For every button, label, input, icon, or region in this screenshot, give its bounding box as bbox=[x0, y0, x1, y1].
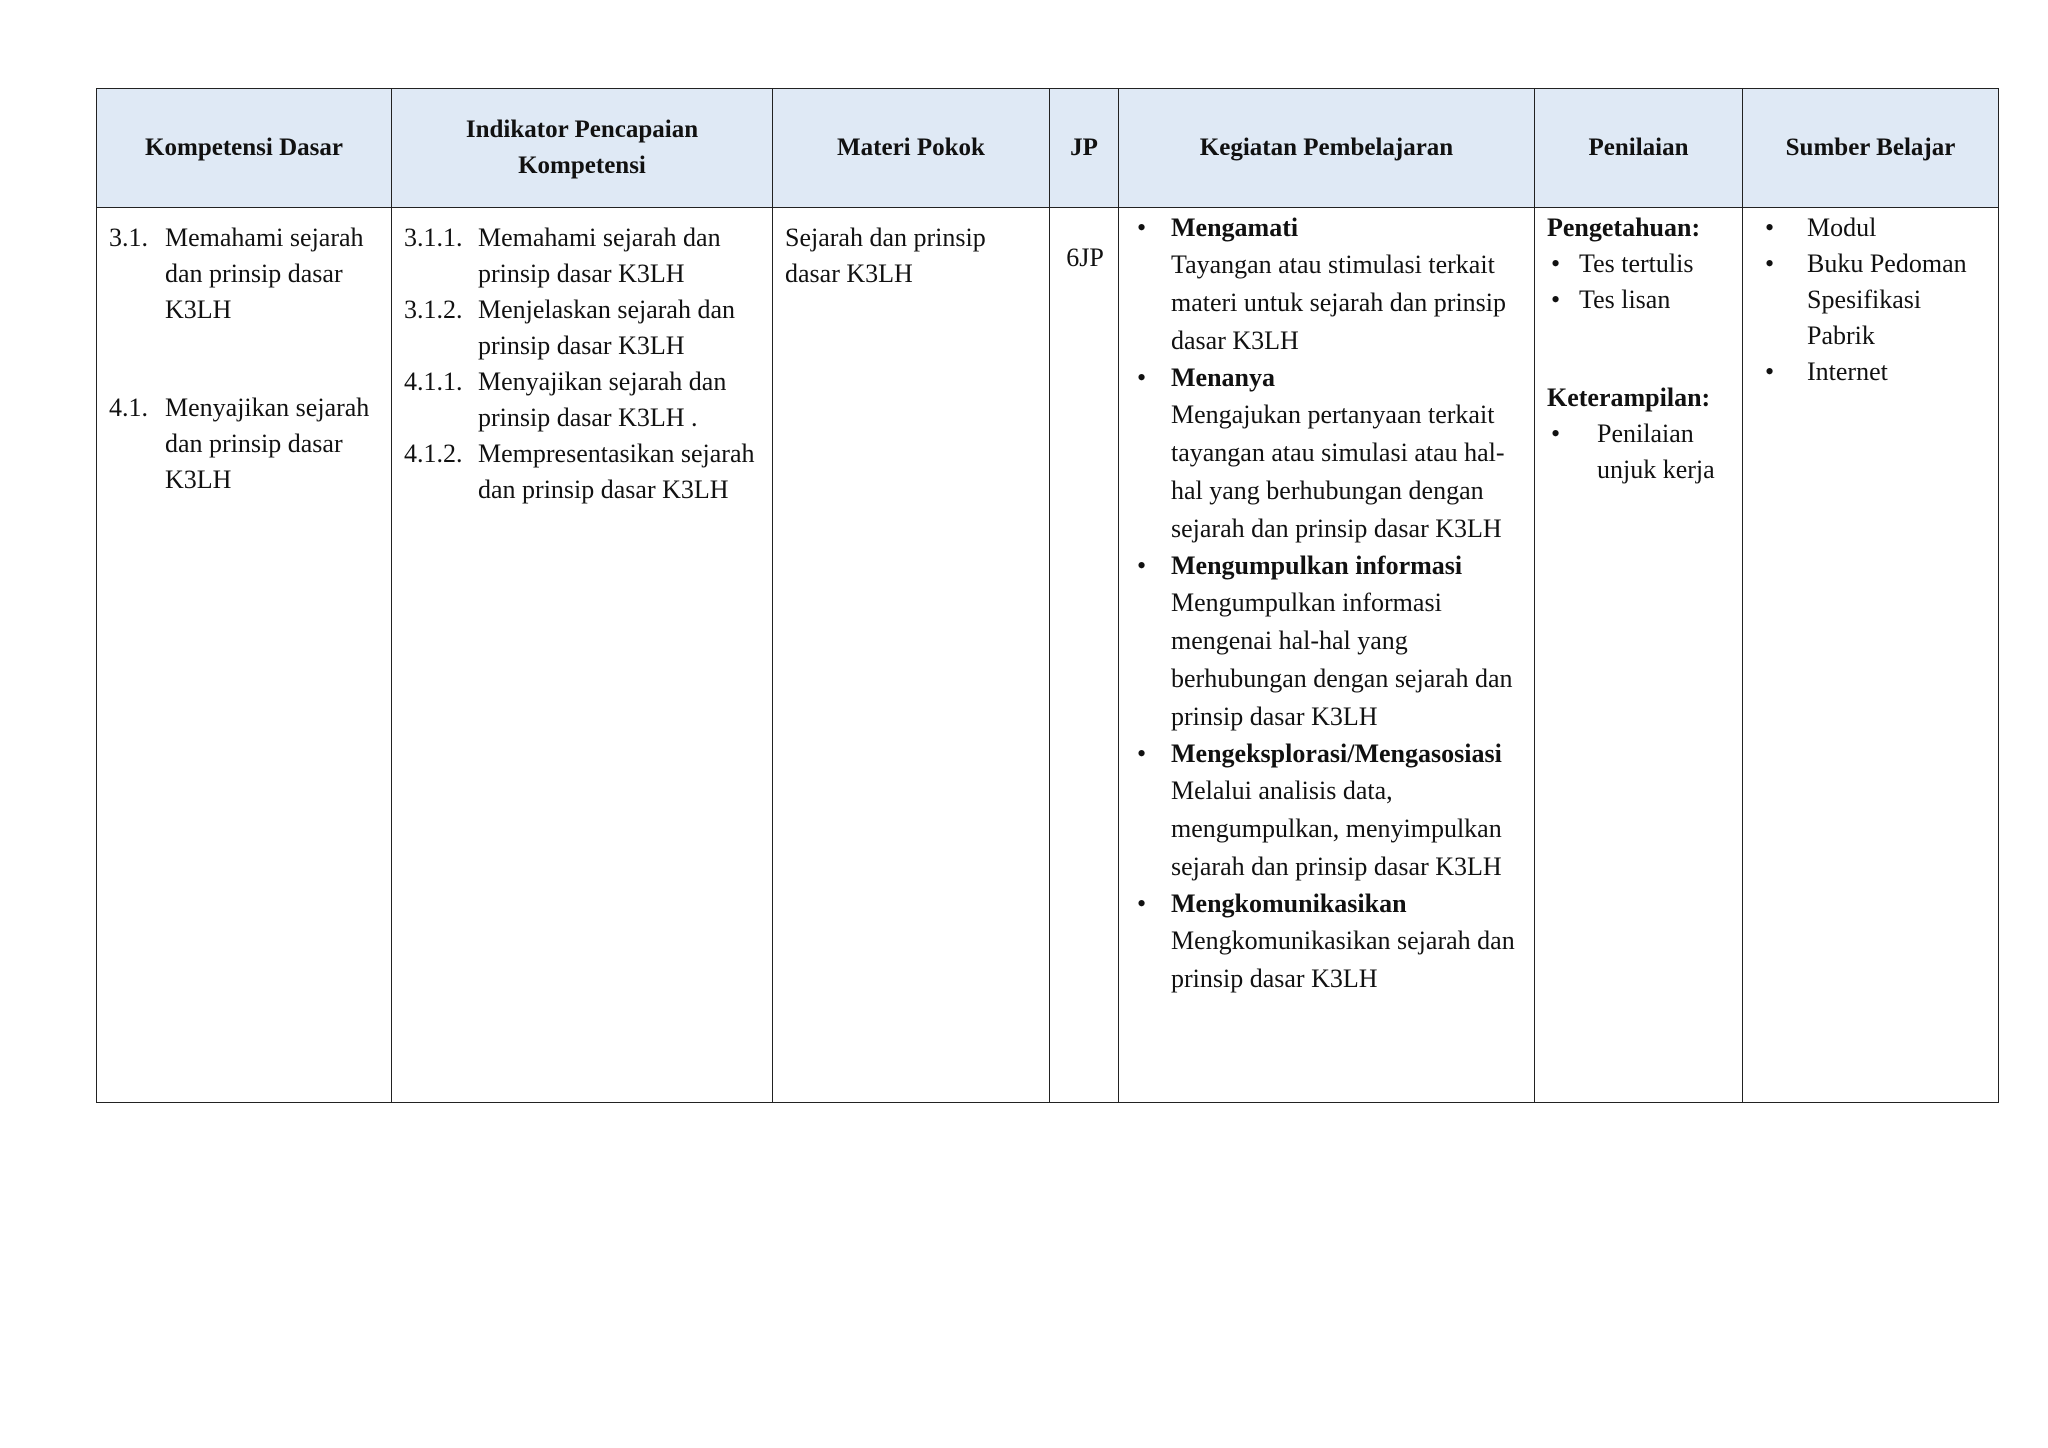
syllabus-table bbox=[96, 88, 1999, 1103]
activity-title: • Menanya bbox=[1171, 363, 1275, 392]
item-number: 4.1.2. bbox=[404, 439, 463, 468]
item-text: Memahami sejarah dan prinsip dasar K3LH bbox=[165, 223, 364, 324]
activity-title: • Mengkomunikasikan bbox=[1171, 889, 1407, 918]
item-number: 4.1.1. bbox=[404, 367, 463, 396]
item-text: Mempresentasikan sejarah dan prinsip dasar K3LH bbox=[478, 439, 755, 504]
header-jp: JP bbox=[1050, 89, 1119, 208]
item-number: 3.1. bbox=[109, 223, 148, 252]
item-text: Menyajikan sejarah dan prinsip dasar K3LH . bbox=[478, 367, 727, 432]
item-number: 3.1.2. bbox=[404, 295, 463, 324]
cell-kegiatan bbox=[1119, 208, 1535, 1103]
kegiatan-list bbox=[1131, 210, 1524, 998]
header-kegiatan: Kegiatan Pembelajaran bbox=[1119, 89, 1535, 208]
item-text: Menyajikan sejarah dan prinsip dasar K3LH bbox=[165, 393, 370, 494]
list-item: • Internet bbox=[1755, 354, 1988, 390]
list-item bbox=[404, 436, 762, 508]
sumber-list bbox=[1755, 210, 1988, 390]
header-indikator: Indikator Pencapaian Kompetensi bbox=[392, 89, 773, 208]
cell-jp bbox=[1050, 208, 1119, 1103]
cell-indikator bbox=[392, 208, 773, 1103]
indikator-list bbox=[404, 220, 762, 508]
list-item: • Penilaian unjuk kerja bbox=[1547, 416, 1732, 488]
activity-desc: Mengumpulkan informasi mengenai hal-hal yang berhubungan dengan sejarah dan prinsip dasar K3LH bbox=[1171, 588, 1513, 731]
item-text: Menjelaskan sejarah dan prinsip dasar K3LH bbox=[478, 295, 736, 360]
item-text: Memahami sejarah dan prinsip dasar K3LH bbox=[478, 223, 721, 288]
list-item: • Modul bbox=[1755, 210, 1988, 246]
list-item bbox=[109, 220, 381, 328]
cell-penilaian bbox=[1535, 208, 1743, 1103]
keterampilan-list bbox=[1547, 416, 1732, 488]
cell-materi-pokok bbox=[773, 208, 1050, 1103]
activity-desc: Mengkomunikasikan sejarah dan prinsip dasar K3LH bbox=[1171, 926, 1515, 993]
kompetensi-list bbox=[109, 220, 381, 498]
cell-kompetensi-dasar bbox=[97, 208, 392, 1103]
activity-desc: Tayangan atau stimulasi terkait materi untuk sejarah dan prinsip dasar K3LH bbox=[1171, 250, 1507, 355]
list-item bbox=[1131, 736, 1524, 886]
item-number: 3.1.1. bbox=[404, 223, 463, 252]
keterampilan-label: Keterampilan: bbox=[1547, 383, 1711, 412]
list-item: • Tes lisan bbox=[1547, 282, 1732, 318]
list-item bbox=[109, 390, 381, 498]
item-number: 4.1. bbox=[109, 393, 148, 422]
list-item bbox=[1131, 886, 1524, 998]
jp-value: 6JP bbox=[1066, 243, 1104, 272]
header-row bbox=[97, 89, 1999, 208]
pengetahuan-list bbox=[1547, 246, 1732, 318]
list-item bbox=[1131, 548, 1524, 736]
header-sumber-belajar: Sumber Belajar bbox=[1743, 89, 1999, 208]
header-kompetensi-dasar: Kompetensi Dasar bbox=[97, 89, 392, 208]
list-item bbox=[404, 364, 762, 436]
list-item bbox=[1131, 210, 1524, 360]
activity-title: • Mengeksplorasi/Mengasosiasi bbox=[1171, 739, 1502, 768]
activity-title: • Mengamati bbox=[1171, 213, 1299, 242]
list-item bbox=[1131, 360, 1524, 548]
materi-text: Sejarah dan prinsip dasar K3LH bbox=[785, 223, 986, 288]
cell-sumber-belajar bbox=[1743, 208, 1999, 1103]
header-materi-pokok: Materi Pokok bbox=[773, 89, 1050, 208]
activity-title: • Mengumpulkan informasi bbox=[1171, 551, 1463, 580]
pengetahuan-label: Pengetahuan: bbox=[1547, 213, 1701, 242]
list-item: • Tes tertulis bbox=[1547, 246, 1732, 282]
list-item bbox=[404, 220, 762, 292]
list-item bbox=[404, 292, 762, 364]
list-item: • Buku Pedoman Spesifikasi Pabrik bbox=[1755, 246, 1988, 354]
table-row bbox=[97, 208, 1999, 1103]
activity-desc: Melalui analisis data, mengumpulkan, menyimpulkan sejarah dan prinsip dasar K3LH bbox=[1171, 776, 1502, 881]
header-penilaian: Penilaian bbox=[1535, 89, 1743, 208]
activity-desc: Mengajukan pertanyaan terkait tayangan atau simulasi atau hal-hal yang berhubungan dengan sejarah dan prinsip dasar K3LH bbox=[1171, 400, 1505, 543]
